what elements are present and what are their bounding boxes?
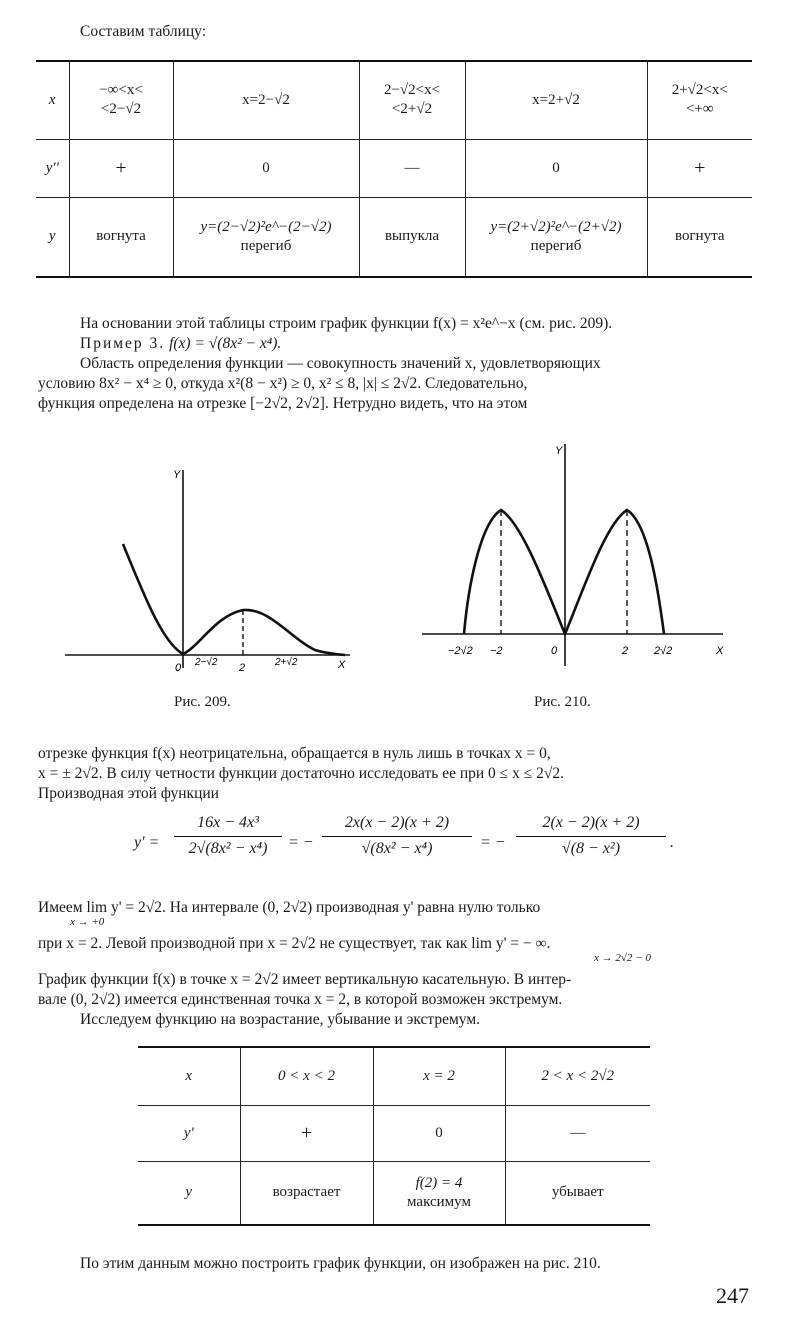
fig210-tick-2: 0	[551, 645, 558, 657]
page-number: 247	[716, 1283, 749, 1308]
t1-r2-3: —	[359, 139, 465, 197]
t2-r3-0: y	[138, 1161, 240, 1225]
extremum-table	[138, 1046, 650, 1226]
fig210-tick-4: 2√2	[654, 645, 673, 657]
deriv-f3-num: 2(x − 2)(x + 2)	[542, 814, 640, 831]
t1-r2-4: 0	[465, 139, 647, 197]
t2-r3-2: f(2) = 4 максимум	[373, 1161, 505, 1225]
para-2-line-2: условию 8x² − x⁴ ≥ 0, откуда x²(8 − x²) ≥ 0, x² ≤ 8, |x| ≤ 2√2. Следовательно,	[38, 375, 528, 392]
fig210-caption: Рис. 210.	[534, 694, 591, 710]
t2-h2: x = 2	[373, 1047, 505, 1105]
deriv-f3-bar	[516, 836, 666, 837]
t2-r3-1: возрастает	[240, 1161, 373, 1225]
t1-r3-0: y	[36, 197, 69, 277]
t2-r2-3: —	[505, 1105, 650, 1161]
deriv-eq1: = −	[288, 834, 314, 851]
deriv-f2-den: √(8x² − x⁴)	[361, 840, 433, 857]
t2-r3-3: убывает	[505, 1161, 650, 1225]
deriv-f1-num: 16x − 4x³	[197, 814, 259, 831]
deriv-lhs: y' =	[134, 834, 160, 851]
table1-row-x	[36, 61, 752, 139]
fig210-tick-3: 2	[622, 645, 629, 657]
para-4-line-2: при x = 2. Левой производной при x = 2√2 не существует, так как lim y' = − ∞.	[38, 935, 551, 952]
fig209-tick-1: 2−√2	[195, 657, 218, 668]
t1-h2: x=2−√2	[173, 61, 359, 139]
fig210-tick-1: −2	[490, 645, 503, 657]
fig209-x-label: X	[338, 659, 346, 671]
t1-r3-1: вогнута	[69, 197, 173, 277]
deriv-f2-num: 2x(x − 2)(x + 2)	[344, 814, 450, 831]
para-4-sub-2: x → 2√2 − 0	[594, 952, 651, 964]
fig209-curve	[123, 544, 345, 655]
final-text: По этим данным можно построить график функции, он изображен на рис. 210.	[80, 1255, 601, 1272]
intro-text: Составим таблицу:	[80, 23, 207, 40]
t1-r3-5: вогнута	[647, 197, 752, 277]
t2-r2-0: y'	[138, 1105, 240, 1161]
example-function: f(x) = √(8x² − x⁴).	[169, 335, 282, 352]
para-3-line-3: Производная этой функции	[38, 785, 219, 802]
fig209-y-label: Y	[173, 469, 181, 481]
t2-r2-1: +	[240, 1105, 373, 1161]
para-4-line-3: График функции f(x) в точке x = 2√2 имеет вертикальную касательную. В интер-	[38, 971, 572, 988]
t2-h0: x	[138, 1047, 240, 1105]
para-4-line-5: Исследуем функцию на возрастание, убывание и экстремум.	[80, 1011, 481, 1028]
t2-r2-2: 0	[373, 1105, 505, 1161]
para-4-line-4: вале (0, 2√2) имеется единственная точка x = 2, в которой возможен экстремум.	[38, 991, 563, 1008]
t2-h3: 2 < x < 2√2	[505, 1047, 650, 1105]
inflection-table	[36, 60, 752, 278]
figure-209	[55, 458, 355, 678]
t1-r2-2: 0	[173, 139, 359, 197]
fig210-curve	[464, 510, 664, 634]
t1-h3: 2−√2<x< <2+√2	[359, 61, 465, 139]
para-1: На основании этой таблицы строим график функции f(x) = x²e^−x (см. рис. 209).	[80, 315, 613, 332]
deriv-f2-bar	[322, 836, 472, 837]
fig210-x-label: X	[716, 645, 724, 657]
t1-h5: 2+√2<x< <+∞	[647, 61, 752, 139]
t1-h4: x=2+√2	[465, 61, 647, 139]
para-4-line-1: Имеем lim y' = 2√2. На интервале (0, 2√2) производная y' равна нулю только	[38, 899, 541, 916]
para-2-line-1: Область определения функции — совокупность значений x, удовлетворяющих	[80, 355, 601, 372]
example-line	[80, 334, 281, 354]
t1-h0: x	[36, 61, 69, 139]
deriv-f1-den: 2√(8x² − x⁴)	[188, 840, 268, 857]
t2-h1: 0 < x < 2	[240, 1047, 373, 1105]
example-label: Пример 3.	[80, 335, 166, 352]
deriv-f1-bar	[174, 836, 282, 837]
para-2-line-3: функция определена на отрезке [−2√2, 2√2]. Нетрудно видеть, что на этом	[38, 395, 528, 412]
fig209-tick-2: 2	[239, 662, 246, 674]
t1-r3-3: выпукла	[359, 197, 465, 277]
fig209-tick-3: 2+√2	[275, 657, 298, 668]
t1-r2-5: +	[647, 139, 752, 197]
fig210-y-label: Y	[555, 445, 563, 457]
table2-row-yp	[138, 1105, 650, 1161]
t1-h1: −∞<x< <2−√2	[69, 61, 173, 139]
table2-row-x	[138, 1047, 650, 1105]
deriv-end: .	[670, 834, 674, 851]
para-4-sub-1: x → +0	[70, 916, 105, 928]
deriv-f3-den: √(8 − x²)	[561, 840, 621, 857]
t1-r3-4: y=(2+√2)²e^−(2+√2) перегиб	[465, 197, 647, 277]
fig209-caption: Рис. 209.	[174, 694, 231, 710]
deriv-eq2: = −	[480, 834, 506, 851]
table1-row-y	[36, 197, 752, 277]
para-3-line-2: x = ± 2√2. В силу четности функции достаточно исследовать ее при 0 ≤ x ≤ 2√2.	[38, 765, 564, 782]
table2-row-y	[138, 1161, 650, 1225]
table1-row-ypp	[36, 139, 752, 197]
para-3-line-1: отрезке функция f(x) неотрицательна, обращается в нуль лишь в точках x = 0,	[38, 745, 551, 762]
fig209-tick-0: 0	[175, 662, 182, 674]
t1-r2-0: y''	[36, 139, 69, 197]
fig210-tick-0: −2√2	[448, 645, 473, 657]
t1-r2-1: +	[69, 139, 173, 197]
figure-210	[418, 438, 738, 668]
t1-r3-2: y=(2−√2)²e^−(2−√2) перегиб	[173, 197, 359, 277]
